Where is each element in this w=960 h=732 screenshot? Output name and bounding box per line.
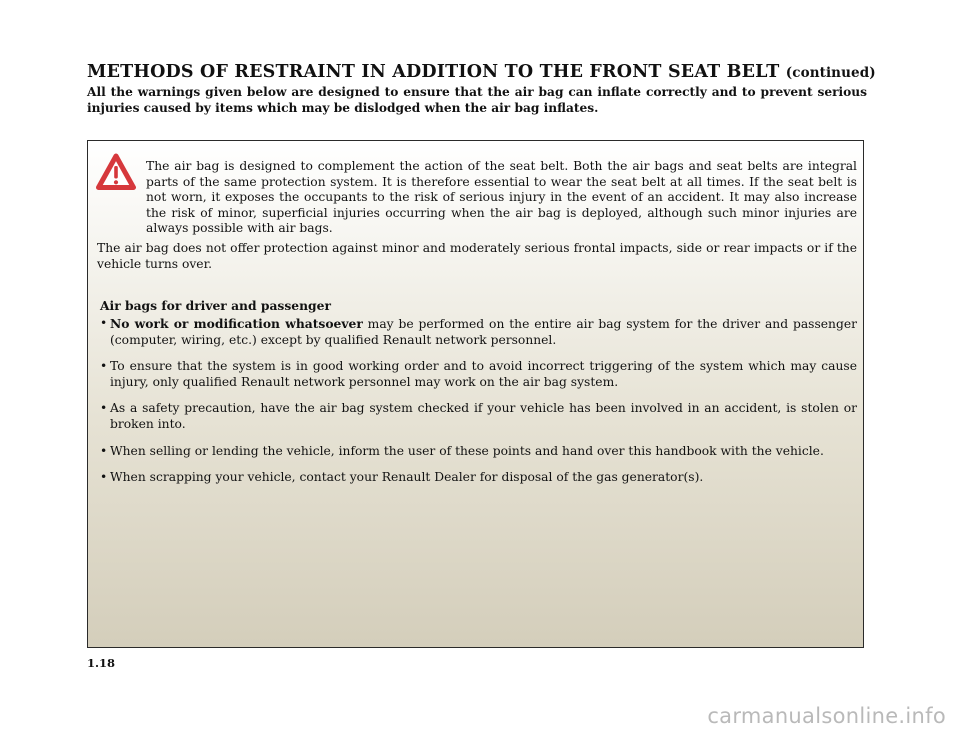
bullet-text: When scrapping your vehicle, contact your Renault Dealer for disposal of the gas generator(s). — [110, 470, 704, 485]
bullet-text: When selling or lending the vehicle, inform the user of these points and hand over this handbook with the vehicle. — [110, 443, 824, 458]
list-item — [100, 444, 857, 460]
list-item — [100, 470, 857, 486]
intro-paragraph: All the warnings given below are designed to ensure that the air bag can inflate correctly and to prevent serious injuries caused by items which may be dislodged when the air bag inflates. — [87, 85, 867, 115]
bullet-text: As a safety precaution, have the air bag system checked if your vehicle has been involved in an accident, is stolen or broken into. — [110, 401, 857, 431]
page-number: 1.18 — [87, 656, 116, 670]
page-title-suffix: (continued) — [785, 65, 876, 81]
list-item — [100, 401, 857, 432]
bullet-bold-text: No work or modification whatsoever — [110, 316, 363, 331]
watermark-link[interactable]: carmanualsonline.info — [707, 704, 946, 728]
section-heading: Air bags for driver and passenger — [100, 298, 331, 313]
list-item — [100, 316, 857, 348]
bullet-list — [100, 316, 857, 497]
page-title — [87, 62, 887, 82]
warning-box — [87, 140, 864, 648]
bullet-text: may be performed on the entire air bag system for the driver and passenger (computer, wiring, etc.) except by qualified Renault network personnel. — [110, 317, 857, 347]
list-item — [100, 359, 857, 390]
protection-note: The air bag does not offer protection against minor and moderately serious frontal impacts, side or rear impacts or if the vehicle turns over. — [97, 241, 857, 271]
warning-text: The air bag is designed to complement the action of the seat belt. Both the air bags and seat belts are integral parts of the same protection system. It is therefore essential to wear the seat belt at all times. If the seat belt is not worn, it exposes the occupants to the risk of serious injury in the event of an accident. It may also increase the risk of minor, superficial injuries occurring when the air bag is deployed, although such minor injuries are always possible with air bags. — [146, 159, 857, 236]
warning-triangle-icon — [96, 153, 136, 191]
bullet-text: To ensure that the system is in good working order and to avoid incorrect triggering of the system which may cause injury, only qualified Renault network personnel may work on the air bag system. — [110, 359, 857, 389]
page-title-text: METHODS OF RESTRAINT IN ADDITION TO THE FRONT SEAT BELT — [87, 62, 780, 82]
